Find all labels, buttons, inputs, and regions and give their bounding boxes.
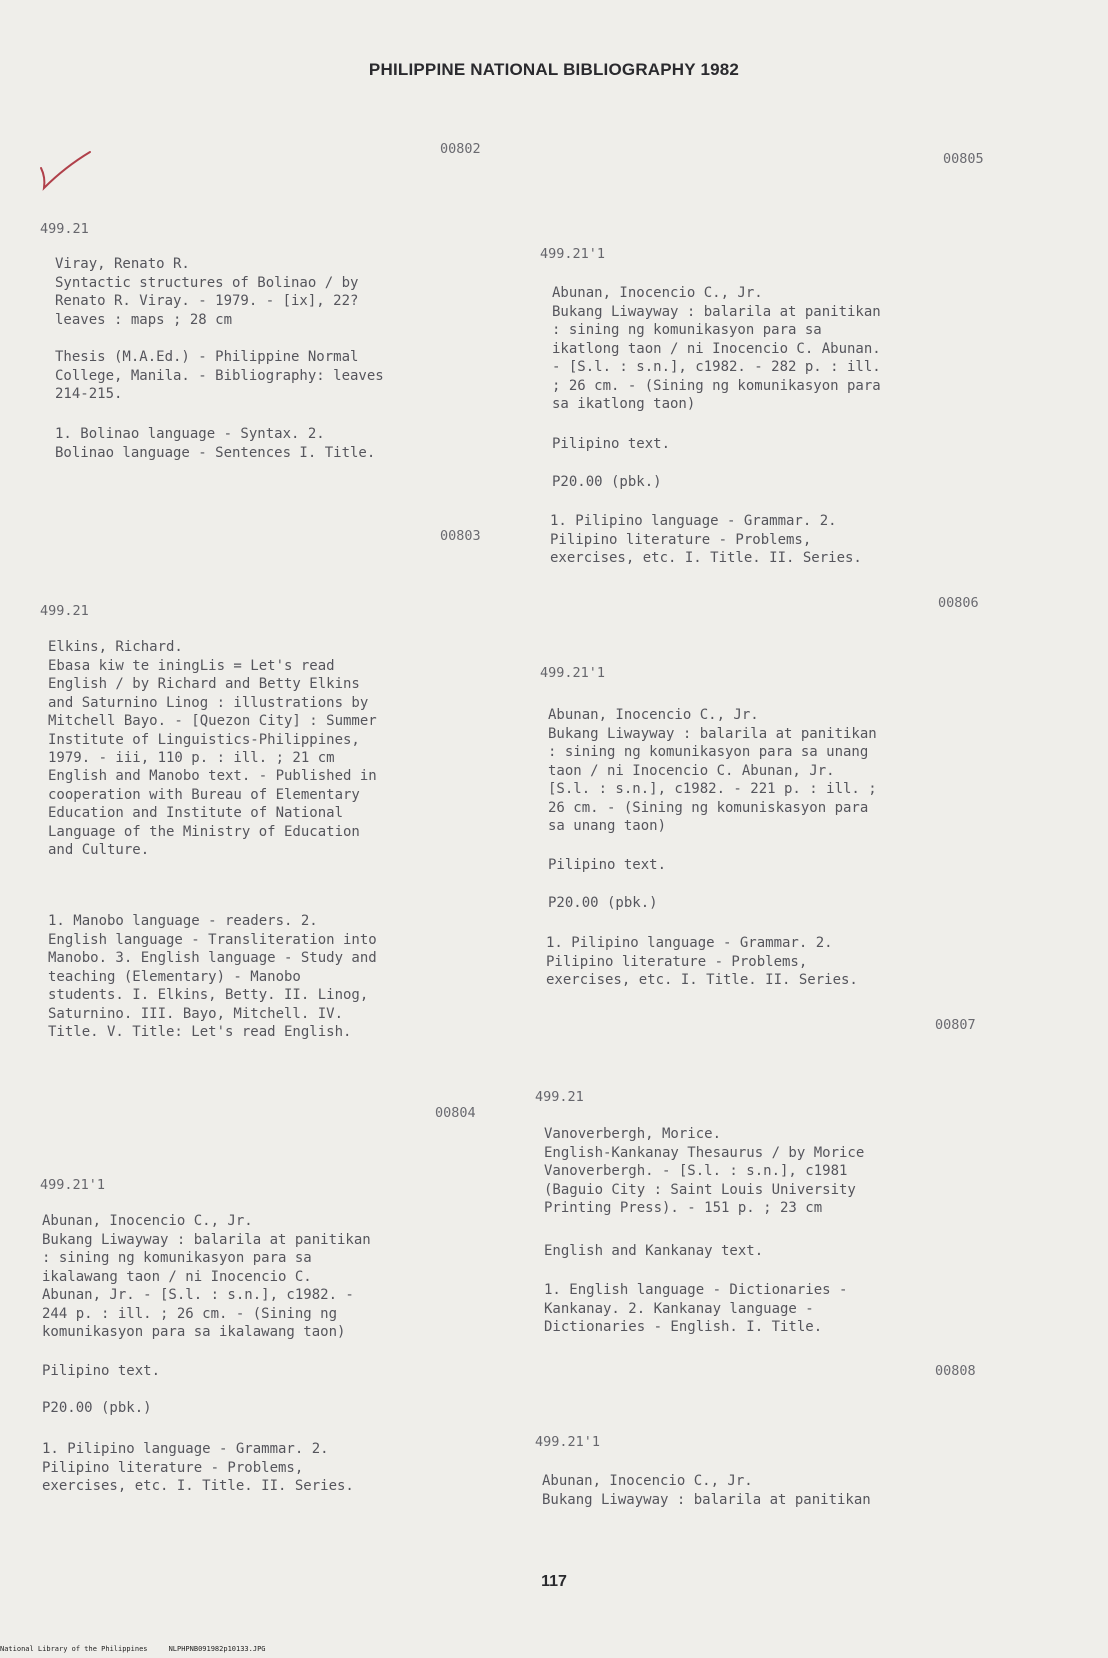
entry-notes: English and Manobo text. - Published in cooperation with Bureau of Elementary Education and Institute of National Language of the Ministry of Education and Culture. xyxy=(48,768,377,858)
entry-number: 00802 xyxy=(440,141,481,157)
page-number: 117 xyxy=(541,1573,567,1590)
entry-number: 00805 xyxy=(943,151,984,167)
entry-subjects: 1. Bolinao language - Syntax. 2. Bolinao language - Sentences I. Title. xyxy=(55,426,376,461)
entry-heading: Elkins, Richard. Ebasa kiw te iningLis = Let's read English / by Richard and Betty Elkins and Saturnino Linog : illustrations by Mitchell Bayo. - [Quezon City] : Summer Institute of Linguistics-Philippines, 1979. - iii, 110 p. : ill. ; 21 cm xyxy=(48,639,377,766)
entry-heading: Abunan, Inocencio C., Jr. Bukang Liwayway : balarila at panitikan : sining ng komunikasyon para sa ikalawang taon / ni Inocencio C. Abunan, Jr. - [S.l. : s.n.], c1982. - 244 p. : ill. ; 26 cm. - (Sining ng komunikasyon para sa ikalawang taon) xyxy=(42,1213,371,1340)
entry-notes: English and Kankanay text. xyxy=(544,1243,764,1259)
entry-notes: Pilipino text. xyxy=(42,1363,161,1379)
scan-footer: National Library of the Philippines NLPHPNB091982p10133.JPG xyxy=(0,1645,266,1653)
entry-00805 xyxy=(540,150,1010,570)
entry-heading: Abunan, Inocencio C., Jr. Bukang Liwayway : balarila at panitikan : sining ng komunikasyon para sa unang taon / ni Inocencio C. Abunan, Jr. [S.l. : s.n.], c1982. - 221 p. : ill. ; 26 cm. - (Sining ng komuniskasyon para sa unang taon) xyxy=(548,707,877,834)
entry-heading: Viray, Renato R. Syntactic structures of Bolinao / by Renato R. Viray. - 1979. - [ix], 22? leaves : maps ; 28 cm xyxy=(55,256,359,328)
entry-subjects: 1. Pilipino language - Grammar. 2. Pilipino literature - Problems, exercises, etc. I. Title. II. Series. xyxy=(550,513,862,566)
classification-number: 499.21 xyxy=(535,1089,584,1105)
entry-heading: Vanoverbergh, Morice. English-Kankanay Thesaurus / by Morice Vanoverbergh. - [S.l. : s.n.], c1981 (Baguio City : Saint Louis University Printing Press). - 151 p. ; 23 cm xyxy=(544,1126,865,1216)
classification-number: 499.21'1 xyxy=(40,1177,106,1193)
entry-00808 xyxy=(530,1362,1010,1512)
page-header: PHILIPPINE NATIONAL BIBLIOGRAPHY 1982 xyxy=(368,60,740,79)
classification-number: 499.21'1 xyxy=(540,246,606,262)
classification-number: 499.21 xyxy=(40,221,89,237)
entry-00803 xyxy=(40,527,510,1047)
entry-number: 00807 xyxy=(935,1017,976,1033)
entry-notes: Thesis (M.A.Ed.) - Philippine Normal College, Manila. - Bibliography: leaves 214-215. xyxy=(55,349,384,402)
entry-subjects: 1. English language - Dictionaries - Kankanay. 2. Kankanay language - Dictionaries - English. I. Title. xyxy=(544,1282,848,1335)
entry-00802 xyxy=(40,140,510,480)
entry-notes: Pilipino text. xyxy=(552,436,671,452)
entry-number: 00804 xyxy=(435,1105,476,1121)
classification-number: 499.21 xyxy=(40,603,89,619)
entry-price: P20.00 (pbk.) xyxy=(42,1400,152,1416)
classification-number: 499.21'1 xyxy=(535,1434,601,1450)
entry-heading: Abunan, Inocencio C., Jr. Bukang Liwayway : balarila at panitikan : sining ng komunikasyon para sa ikatlong taon / ni Inocencio C. Abunan. - [S.l. : s.n.], c1982. - 282 p. : ill. ; 26 cm. - (Sining ng komunikasyon para sa ikatlong taon) xyxy=(552,285,881,412)
entry-00806 xyxy=(540,594,1010,1014)
entry-00804 xyxy=(40,1104,510,1534)
entry-price: P20.00 (pbk.) xyxy=(552,474,662,490)
entry-subjects: 1. Pilipino language - Grammar. 2. Pilipino literature - Problems, exercises, etc. I. Title. II. Series. xyxy=(546,935,858,988)
classification-number: 499.21'1 xyxy=(540,665,606,681)
entry-subjects: 1. Pilipino language - Grammar. 2. Pilipino literature - Problems, exercises, etc. I. Title. II. Series. xyxy=(42,1441,354,1494)
entry-number: 00803 xyxy=(440,528,481,544)
entry-subjects: 1. Manobo language - readers. 2. English language - Transliteration into Manobo. 3. English language - Study and teaching (Elementary) - Manobo students. I. Elkins, Betty. II. Linog, Saturnino. III. Bayo, Mitchell. IV. Title. V. Title: Let's read English. xyxy=(48,913,377,1040)
entry-notes: Pilipino text. xyxy=(548,857,667,873)
entry-00807 xyxy=(530,1016,1010,1336)
entry-number: 00808 xyxy=(935,1363,976,1379)
entry-price: P20.00 (pbk.) xyxy=(548,895,658,911)
entry-number: 00806 xyxy=(938,595,979,611)
entry-heading: Abunan, Inocencio C., Jr. Bukang Liwayway : balarila at panitikan xyxy=(542,1473,871,1508)
